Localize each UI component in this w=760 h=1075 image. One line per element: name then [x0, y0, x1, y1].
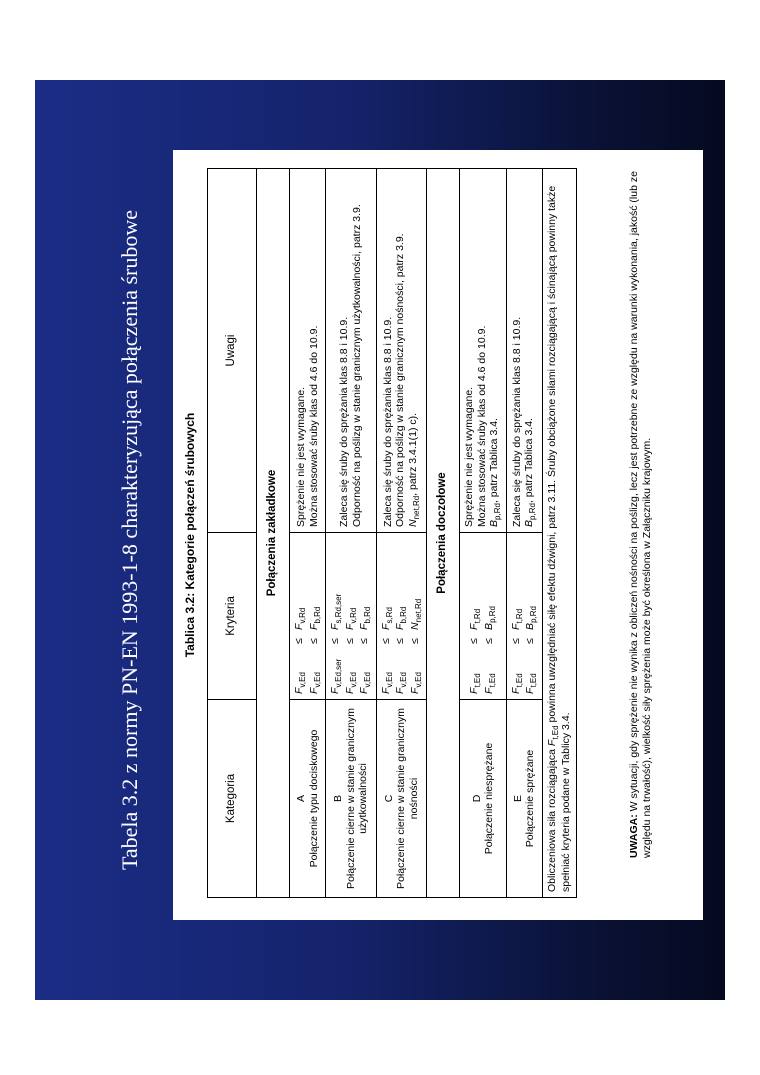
note-paragraph [628, 168, 654, 858]
notes-cell [326, 169, 377, 533]
table-body [257, 169, 577, 898]
note-line: $B_{p,Rd}$, patrz Tablica 3.4. [488, 418, 503, 527]
notes-cell [290, 169, 326, 533]
table-caption: Tablica 3.2: Kategorie połączeń śrubowych [183, 412, 197, 658]
category-cell [326, 699, 377, 897]
section-row [427, 169, 460, 898]
section-row [257, 169, 290, 898]
category-cell [376, 699, 427, 897]
note-line: Sprężenie nie jest wymagane. [463, 386, 476, 527]
table-row [506, 169, 542, 898]
criterion: $F_{v,Ed,ser}$ ≤ $F_{s,Rd,ser}$ [329, 593, 344, 694]
table-row [460, 169, 506, 898]
criterion: $F_{t,Ed}$ ≤ $F_{t,Rd}$ [468, 608, 483, 694]
category-letter: D [470, 794, 483, 803]
criterion: $F_{v,Ed}$ ≤ $F_{v,Rd}$ [293, 607, 308, 694]
note-line: $N_{net,Rd}$, patrz 3.4.1(1) c). [406, 412, 421, 527]
note-line: Zaleca się śruby do sprężania klas 8.8 i 10.9. [338, 316, 351, 527]
note-line: Zaleca się śruby do sprężania klas 8.8 i 10.9. [510, 316, 523, 527]
footer-row [542, 169, 576, 898]
criterion: $F_{v,Ed}$ ≤ $F_{b,Rd}$ [394, 606, 409, 694]
footer-text: Obliczeniowa siła rozciągająca $F_{t,Ed}$ powinna uwzględniać siłę efektu dźwigni, patrz 3.11. Śruby obciążone siłami rozciągającą i ścinającą powinny także spełniać kryteria podane w Tablicy 3.4. [542, 169, 576, 898]
category-cell [506, 699, 542, 897]
criterion: $F_{t,Ed}$ ≤ $B_{p,Rd}$ [524, 606, 539, 694]
criterion: $F_{v,Ed}$ ≤ $F_{b,Rd}$ [358, 606, 373, 694]
criterion: $F_{v,Ed}$ ≤ $F_{s,Rd}$ [379, 607, 394, 694]
category-name: Połączenie cierne w stanie granicznym użytkowalności [344, 708, 370, 889]
note-line: Można stosować śruby klas od 4.6 do 10.9. [475, 325, 488, 527]
section-title: Połączenia doczołowe [427, 169, 460, 898]
category-letter: A [295, 794, 308, 802]
notes-cell [460, 169, 506, 533]
note-line: Sprężenie nie jest wymagane. [295, 386, 308, 527]
criterion: $F_{t,Ed}$ ≤ $F_{t,Rd}$ [509, 608, 524, 694]
criteria-cell [460, 532, 506, 699]
table-row [290, 169, 326, 898]
criteria-cell [376, 532, 427, 699]
criteria-cell [326, 532, 377, 699]
header-kryteria: Kryteria [208, 532, 257, 699]
criterion: $F_{v,Ed}$ ≤ $F_{v,Rd}$ [343, 607, 358, 694]
note-text: W sytuacji, gdy sprężenie nie wynika z obliczeń nośności na poślizg, lecz jest potrzebne ze względu na warunki wykonania, jakość (lub ze względu na trwałość), wielkość siły sprężenia może być określona w Załączniku krajowym. [628, 171, 654, 858]
note-line: $B_{p,Rd}$, patrz Tablica 3.4. [522, 418, 538, 527]
rotated-content [35, 80, 725, 1000]
category-name: Połączenie sprężane [524, 749, 537, 848]
table-row [326, 169, 377, 898]
notes-cell [376, 169, 427, 533]
note-line: Odporność na poślizg w stanie granicznym nośności, patrz 3.9. [394, 233, 407, 527]
criteria-cell [290, 532, 326, 699]
table-page [173, 150, 703, 920]
note-line: Można stosować śruby klas od 4.6 do 10.9. [307, 325, 320, 527]
category-cell [460, 699, 506, 897]
note-label: UWAGA: [628, 814, 640, 858]
section-title: Połączenia zakładkowe [257, 169, 290, 898]
slide-background [35, 80, 725, 1000]
category-letter: E [511, 794, 524, 802]
note-line: Zaleca się śruby do sprężania klas 8.8 i 10.9. [381, 316, 394, 527]
criterion: $F_{t,Ed}$ ≤ $B_{p,Rd}$ [482, 606, 497, 694]
criterion: $F_{v,Ed}$ ≤ $F_{b,Rd}$ [307, 606, 322, 694]
category-letter: C [382, 794, 395, 803]
notes-cell [506, 169, 542, 533]
note-line: Odporność na poślizg w stanie granicznym użytkowalności, patrz 3.9. [350, 204, 363, 527]
category-name: Połączenie typu dociskowego [307, 729, 320, 868]
header-kategoria: Kategoria [208, 699, 257, 897]
criteria-cell [506, 532, 542, 699]
header-uwagi: Uwagi [208, 169, 257, 533]
category-name: Połączenie cierne w stanie granicznym nośności [395, 708, 420, 889]
category-letter: B [332, 794, 345, 802]
category-cell [290, 699, 326, 897]
table-header-row [208, 169, 257, 898]
criterion: $F_{v,Ed}$ ≤ $N_{net,Rd}$ [408, 598, 423, 694]
bolt-category-table [207, 168, 577, 898]
table-row [376, 169, 427, 898]
slide-title: Tabela 3.2 z normy PN-EN 1993-1-8 charakteryzująca połączenia śrubowe [117, 209, 142, 871]
category-name: Połączenie niesprężane [482, 742, 495, 855]
